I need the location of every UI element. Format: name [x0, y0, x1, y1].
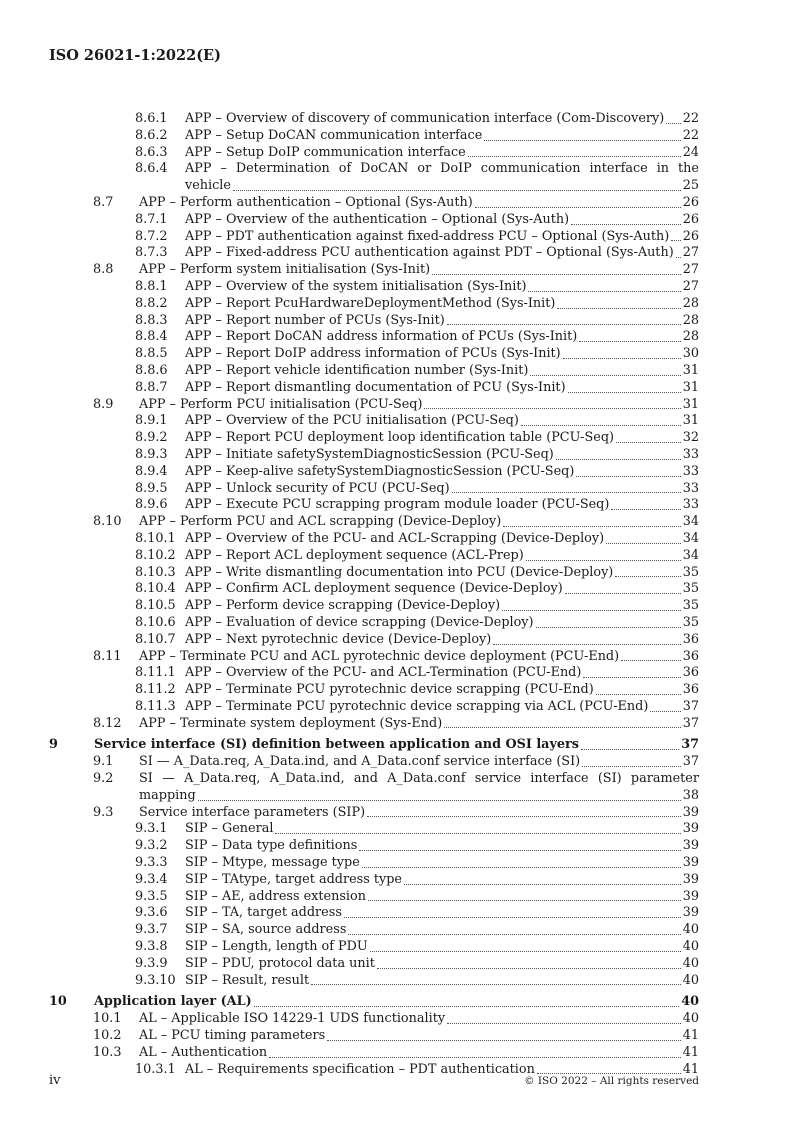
toc-leader-dots — [615, 565, 680, 578]
toc-leader-dots — [565, 581, 681, 594]
toc-leader-dots — [606, 531, 681, 544]
toc-entry-title: APP – Fixed-address PCU authentication against PDT – Optional (Sys-Auth) — [185, 245, 674, 261]
toc-entry[interactable] — [49, 397, 699, 414]
toc-entry-number: 8.9 — [93, 396, 114, 412]
toc-entry-title: APP – Report vehicle identification number (Sys-Init) — [185, 362, 529, 378]
toc-leader-dots — [537, 1062, 681, 1075]
toc-entry-number: 8.9.1 — [135, 413, 168, 429]
toc-entry[interactable] — [49, 279, 699, 296]
toc-entry-title: APP – Setup DoIP communication interface — [185, 144, 466, 160]
toc-entry[interactable] — [49, 161, 699, 195]
toc-entry-number: 8.8 — [93, 262, 114, 278]
toc-leader-dots — [596, 682, 681, 695]
toc-entry-page: 35 — [682, 598, 699, 614]
toc-entry-number: 8.10.2 — [135, 547, 176, 563]
toc-entry[interactable] — [49, 1011, 699, 1028]
toc-entry-page: 40 — [682, 1011, 699, 1027]
toc-entry-page: 35 — [682, 581, 699, 597]
toc-entry-title: APP – Report number of PCUs (Sys-Init) — [185, 312, 445, 328]
toc-entry[interactable] — [49, 313, 699, 330]
toc-entry-page: 39 — [682, 838, 699, 854]
toc-entry-title: AL – PCU timing parameters — [139, 1028, 326, 1044]
toc-entry-number: 8.7.1 — [135, 211, 168, 227]
toc-entry-title: APP – Terminate PCU pyrotechnic device scrapping via ACL (PCU-End) — [185, 698, 649, 714]
toc-entry-title: APP – Terminate PCU pyrotechnic device scrapping (PCU-End) — [185, 682, 594, 698]
toc-entry[interactable] — [49, 413, 699, 430]
toc-entry-title: SI — A_Data.req, A_Data.ind, and A_Data.conf service interface (SI) parameter — [139, 771, 699, 787]
toc-entry[interactable] — [49, 128, 699, 145]
toc-entry-page: 39 — [682, 871, 699, 887]
toc-entry-number: 8.8.7 — [135, 379, 168, 395]
toc-entry-page: 32 — [682, 430, 699, 446]
toc-entry[interactable] — [49, 821, 699, 838]
toc-entry-number: 8.8.2 — [135, 295, 168, 311]
toc-entry-page: 33 — [682, 463, 699, 479]
toc-entry-page: 34 — [682, 514, 699, 530]
toc-leader-dots — [611, 497, 680, 510]
toc-entry-title: APP – Initiate safetySystemDiagnosticSession (PCU-Seq) — [185, 446, 554, 462]
toc-entry[interactable] — [49, 598, 699, 615]
toc-leader-dots — [404, 872, 681, 885]
toc-entry-title: APP – Next pyrotechnic device (Device-Deploy) — [185, 631, 492, 647]
toc-entry-number: 9.3.5 — [135, 888, 168, 904]
toc-entry-title: SIP – TAtype, target address type — [185, 871, 402, 887]
toc-entry-page: 26 — [682, 211, 699, 227]
toc-leader-dots — [269, 1045, 681, 1058]
toc-entry-page: 40 — [682, 955, 699, 971]
toc-entry-title: APP – Report DoCAN address information of PCUs (Sys-Init) — [185, 329, 578, 345]
toc-entry[interactable] — [49, 682, 699, 699]
toc-leader-dots — [468, 145, 681, 158]
toc-entry-title: SIP – General — [185, 821, 274, 837]
toc-entry-title: APP – Execute PCU scrapping program module loader (PCU-Seq) — [185, 497, 610, 513]
toc-entry-number: 8.11.3 — [135, 698, 176, 714]
toc-entry-number: 9.3.3 — [135, 855, 168, 871]
toc-entry-number: 9.3.2 — [135, 838, 168, 854]
toc-entry-page: 31 — [682, 396, 699, 412]
toc-entry-number: 9.3.6 — [135, 905, 168, 921]
toc-entry-page: 35 — [682, 564, 699, 580]
toc-entry-page: 24 — [682, 144, 699, 160]
toc-entry-title: SIP – AE, address extension — [185, 888, 366, 904]
toc-leader-dots — [616, 430, 681, 443]
toc-leader-dots — [254, 994, 680, 1007]
toc-entry[interactable] — [49, 754, 699, 771]
toc-leader-dots — [579, 329, 680, 342]
toc-entry[interactable] — [49, 262, 699, 279]
toc-entry-title: APP – Overview of the authentication – Optional (Sys-Auth) — [185, 211, 570, 227]
toc-leader-dots — [493, 632, 680, 645]
toc-entry-page: 33 — [682, 446, 699, 462]
toc-entry-title: SIP – Length, length of PDU — [185, 939, 368, 955]
toc-entry[interactable] — [49, 514, 699, 531]
toc-leader-dots — [444, 716, 681, 729]
toc-entry-page: 34 — [682, 530, 699, 546]
toc-leader-dots — [370, 939, 681, 952]
toc-entry[interactable] — [49, 855, 699, 872]
toc-entry-title: APP – Report ACL deployment sequence (ACL-Prep) — [185, 547, 524, 563]
toc-leader-dots — [671, 229, 680, 242]
toc-entry[interactable] — [49, 1045, 699, 1062]
toc-entry[interactable] — [49, 296, 699, 313]
toc-leader-dots — [348, 922, 680, 935]
toc-entry-title: APP – Overview of discovery of communication interface (Com-Discovery) — [185, 111, 665, 126]
toc-entry-number: 10 — [49, 994, 67, 1010]
toc-entry-title: SIP – SA, source address — [185, 922, 347, 938]
toc-entry-number: 8.6.2 — [135, 127, 168, 143]
toc-entry-title: AL – Requirements specification – PDT authentication — [185, 1061, 535, 1077]
toc-entry-title: SI — A_Data.req, A_Data.ind, and A_Data.conf service interface (SI) — [139, 754, 581, 770]
toc-entry-number: 8.12 — [93, 715, 122, 731]
toc-entry-page: 27 — [682, 278, 699, 294]
toc-entry-number: 9.3.8 — [135, 939, 168, 955]
toc-entry-number: 8.8.1 — [135, 278, 168, 294]
toc-entry[interactable] — [49, 973, 699, 990]
toc-entry-title: APP – Keep-alive safetySystemDiagnosticSession (PCU-Seq) — [185, 463, 575, 479]
toc-entry-page: 33 — [682, 497, 699, 513]
toc-entry-number: 8.9.4 — [135, 463, 168, 479]
toc-leader-dots — [311, 973, 681, 986]
toc-entry[interactable] — [49, 994, 699, 1011]
toc-entry[interactable] — [49, 229, 699, 246]
toc-entry[interactable] — [49, 922, 699, 939]
toc-entry-page: 26 — [682, 228, 699, 244]
toc-entry-title: APP – Perform PCU and ACL scrapping (Device-Deploy) — [139, 514, 502, 530]
toc-entry[interactable] — [49, 956, 699, 973]
document-id-header: ISO 26021-1:2022(E) — [49, 47, 221, 64]
toc-entry[interactable] — [49, 548, 699, 565]
toc-leader-dots — [484, 128, 680, 141]
toc-entry-title: APP – Perform authentication – Optional (Sys-Auth) — [139, 194, 473, 210]
toc-entry-number: 9 — [49, 737, 58, 753]
toc-entry-title: APP – Report dismantling documentation of PCU (Sys-Init) — [185, 379, 566, 395]
table-of-contents — [49, 111, 699, 1078]
toc-leader-dots — [233, 178, 681, 191]
toc-leader-dots — [536, 615, 681, 628]
toc-entry-number: 10.2 — [93, 1028, 122, 1044]
toc-entry-title: APP – Report DoIP address information of PCUs (Sys-Init) — [185, 346, 561, 362]
toc-entry[interactable] — [49, 699, 699, 716]
toc-entry-number: 8.8.6 — [135, 362, 168, 378]
toc-entry-page: 33 — [682, 480, 699, 496]
toc-entry[interactable] — [49, 649, 699, 666]
toc-leader-dots — [563, 346, 681, 359]
toc-entry[interactable] — [49, 737, 699, 754]
toc-entry-title: APP – Write dismantling documentation into PCU (Device-Deploy) — [185, 564, 614, 580]
toc-entry[interactable] — [49, 481, 699, 498]
toc-entry[interactable] — [49, 581, 699, 598]
toc-entry-page: 41 — [682, 1044, 699, 1060]
toc-entry[interactable] — [49, 565, 699, 582]
toc-entry-title: Service interface (SI) definition between application and OSI layers — [94, 737, 580, 753]
toc-entry-page: 34 — [682, 547, 699, 563]
toc-leader-dots — [676, 245, 681, 258]
toc-entry-page: 37 — [682, 698, 699, 714]
toc-entry-page: 26 — [682, 194, 699, 210]
toc-entry-title: SIP – PDU, protocol data unit — [185, 955, 375, 971]
toc-entry[interactable] — [49, 632, 699, 649]
toc-entry-title: SIP – Result, result — [185, 972, 310, 988]
toc-entry-number: 8.10.5 — [135, 598, 176, 614]
toc-entry-number: 8.10.6 — [135, 614, 176, 630]
toc-entry[interactable] — [49, 838, 699, 855]
toc-entry-page: 31 — [682, 413, 699, 429]
toc-leader-dots — [432, 262, 681, 275]
toc-entry-title-continued: mapping — [139, 787, 196, 803]
toc-entry-title: AL – Authentication — [139, 1044, 268, 1060]
toc-entry-page: 31 — [682, 379, 699, 395]
toc-entry-page: 27 — [682, 262, 699, 278]
toc-entry[interactable] — [49, 363, 699, 380]
toc-entry[interactable] — [49, 665, 699, 682]
page-number: iv — [49, 1073, 61, 1088]
toc-entry-number: 8.8.5 — [135, 346, 168, 362]
toc-entry-title: APP – Confirm ACL deployment sequence (Device-Deploy) — [185, 581, 563, 597]
toc-entry-page: 36 — [682, 648, 699, 664]
toc-leader-dots — [362, 855, 681, 868]
toc-entry-title: APP – Terminate system deployment (Sys-End) — [139, 715, 443, 731]
toc-entry[interactable] — [49, 145, 699, 162]
toc-entry-number: 8.8.3 — [135, 312, 168, 328]
toc-leader-dots — [582, 754, 681, 767]
toc-entry[interactable] — [49, 889, 699, 906]
toc-entry-number: 9.2 — [93, 771, 114, 787]
toc-leader-dots — [368, 889, 681, 902]
toc-entry[interactable] — [49, 380, 699, 397]
toc-leader-dots — [581, 737, 679, 750]
toc-leader-dots — [556, 447, 681, 460]
toc-entry-number: 9.3.10 — [135, 972, 176, 988]
toc-entry-page: 36 — [682, 682, 699, 698]
toc-entry-number: 8.11.2 — [135, 682, 176, 698]
toc-leader-dots — [447, 313, 681, 326]
toc-entry-title: APP – Report PcuHardwareDeploymentMethod (Sys-Init) — [185, 295, 556, 311]
toc-entry-number: 9.3.7 — [135, 922, 168, 938]
toc-leader-dots — [359, 838, 680, 851]
toc-entry-title: APP – Overview of the PCU initialisation (PCU-Seq) — [185, 413, 519, 429]
toc-leader-dots — [666, 111, 680, 124]
toc-entry-number: 8.6.4 — [135, 161, 168, 177]
toc-entry[interactable] — [49, 447, 699, 464]
toc-leader-dots — [621, 649, 681, 662]
toc-entry-number: 8.10.1 — [135, 530, 176, 546]
toc-entry-page: 40 — [682, 939, 699, 955]
toc-entry-title: Service interface parameters (SIP) — [139, 804, 366, 820]
toc-entry-page: 39 — [682, 804, 699, 820]
toc-entry-title: APP – Perform device scrapping (Device-Deploy) — [185, 598, 501, 614]
toc-entry-title: APP – Perform system initialisation (Sys-Init) — [139, 262, 431, 278]
toc-entry-number: 8.10 — [93, 514, 122, 530]
toc-leader-dots — [447, 1011, 681, 1024]
toc-entry-number: 9.3.4 — [135, 871, 168, 887]
toc-entry[interactable] — [49, 771, 699, 805]
toc-entry-page: 38 — [682, 787, 699, 803]
toc-entry-page: 28 — [682, 312, 699, 328]
toc-entry[interactable] — [49, 905, 699, 922]
toc-entry-page: 40 — [682, 972, 699, 988]
toc-leader-dots — [327, 1028, 681, 1041]
toc-leader-dots — [452, 481, 681, 494]
toc-entry[interactable] — [49, 531, 699, 548]
toc-entry[interactable] — [49, 805, 699, 822]
toc-entry[interactable] — [49, 464, 699, 481]
toc-entry-title: APP – Report PCU deployment loop identification table (PCU-Seq) — [185, 430, 615, 446]
toc-entry-page: 27 — [682, 245, 699, 261]
toc-entry-page: 31 — [682, 362, 699, 378]
toc-entry-page: 40 — [681, 994, 699, 1010]
toc-entry-title: APP – Perform PCU initialisation (PCU-Seq) — [139, 396, 423, 412]
toc-entry-page: 36 — [682, 665, 699, 681]
toc-entry-number: 8.11.1 — [135, 665, 176, 681]
toc-entry-number: 8.11 — [93, 648, 122, 664]
toc-leader-dots — [557, 296, 680, 309]
toc-entry[interactable] — [49, 212, 699, 229]
toc-entry-page: 22 — [682, 111, 699, 126]
toc-entry-number: 10.1 — [93, 1011, 122, 1027]
toc-entry-title: APP – Overview of the PCU- and ACL-Scrapping (Device-Deploy) — [185, 530, 605, 546]
toc-entry-number: 9.3.9 — [135, 955, 168, 971]
toc-entry-title-continued: vehicle — [185, 178, 231, 194]
toc-leader-dots — [198, 788, 681, 801]
toc-entry-page: 22 — [682, 127, 699, 143]
toc-entry-title: SIP – Mtype, message type — [185, 855, 360, 871]
toc-entry-title: APP – Evaluation of device scrapping (Device-Deploy) — [185, 614, 534, 630]
toc-entry[interactable] — [49, 1028, 699, 1045]
toc-leader-dots — [377, 956, 681, 969]
toc-leader-dots — [528, 279, 680, 292]
toc-entry-title: SIP – TA, target address — [185, 905, 342, 921]
toc-entry[interactable] — [49, 111, 699, 128]
toc-entry-number: 8.6.1 — [135, 111, 168, 126]
toc-entry-number: 8.7.3 — [135, 245, 168, 261]
toc-entry-page: 41 — [682, 1061, 699, 1077]
toc-leader-dots — [530, 363, 680, 376]
toc-entry-number: 8.10.7 — [135, 631, 176, 647]
toc-leader-dots — [275, 821, 680, 834]
toc-entry-title: APP – PDT authentication against fixed-address PCU – Optional (Sys-Auth) — [185, 228, 670, 244]
toc-entry-page: 39 — [682, 821, 699, 837]
toc-entry-page: 39 — [682, 905, 699, 921]
toc-entry-title: Application layer (AL) — [94, 994, 252, 1010]
toc-entry-page: 35 — [682, 614, 699, 630]
toc-leader-dots — [571, 212, 681, 225]
toc-entry-title: APP – Overview of the system initialisation (Sys-Init) — [185, 278, 527, 294]
toc-entry-number: 8.9.6 — [135, 497, 168, 513]
toc-entry-number: 9.3 — [93, 804, 114, 820]
toc-entry[interactable] — [49, 872, 699, 889]
toc-entry-number: 8.8.4 — [135, 329, 168, 345]
toc-entry-title: APP – Setup DoCAN communication interface — [185, 127, 483, 143]
toc-entry-page: 28 — [682, 295, 699, 311]
toc-entry-number: 9.3.1 — [135, 821, 168, 837]
toc-leader-dots — [502, 598, 681, 611]
toc-entry-title: APP – Unlock security of PCU (PCU-Seq) — [185, 480, 450, 496]
toc-entry-page: 37 — [681, 737, 699, 753]
toc-entry-number: 8.10.4 — [135, 581, 176, 597]
toc-entry-number: 10.3.1 — [135, 1061, 176, 1077]
toc-entry[interactable] — [49, 329, 699, 346]
toc-entry-page: 28 — [682, 329, 699, 345]
toc-entry-title: APP – Determination of DoCAN or DoIP communication interface in the — [185, 161, 699, 177]
toc-entry-title: SIP – Data type definitions — [185, 838, 358, 854]
toc-entry[interactable] — [49, 195, 699, 212]
toc-leader-dots — [568, 380, 681, 393]
toc-entry-title: APP – Overview of the PCU- and ACL-Termination (PCU-End) — [185, 665, 582, 681]
toc-leader-dots — [367, 805, 681, 818]
toc-leader-dots — [526, 548, 681, 561]
toc-leader-dots — [576, 464, 680, 477]
toc-entry-number: 10.3 — [93, 1044, 122, 1060]
toc-entry-title: AL – Applicable ISO 14229-1 UDS functionality — [139, 1011, 446, 1027]
toc-entry-number: 8.10.3 — [135, 564, 176, 580]
toc-leader-dots — [650, 699, 680, 712]
toc-entry[interactable] — [49, 615, 699, 632]
toc-leader-dots — [583, 665, 680, 678]
toc-entry[interactable] — [49, 346, 699, 363]
toc-entry[interactable] — [49, 939, 699, 956]
toc-entry-number: 8.9.3 — [135, 446, 168, 462]
toc-leader-dots — [475, 195, 681, 208]
toc-entry-title: APP – Terminate PCU and ACL pyrotechnic device deployment (PCU-End) — [139, 648, 620, 664]
toc-leader-dots — [521, 413, 681, 426]
toc-entry[interactable] — [49, 245, 699, 262]
toc-entry-number: 9.1 — [93, 754, 114, 770]
toc-entry-number: 8.7 — [93, 194, 114, 210]
toc-entry-page: 39 — [682, 888, 699, 904]
toc-entry-page: 30 — [682, 346, 699, 362]
toc-leader-dots — [424, 397, 680, 410]
toc-entry-page: 37 — [682, 754, 699, 770]
toc-entry[interactable] — [49, 430, 699, 447]
toc-entry-number: 8.6.3 — [135, 144, 168, 160]
copyright-notice: © ISO 2022 – All rights reserved — [524, 1075, 699, 1087]
toc-entry[interactable] — [49, 497, 699, 514]
toc-entry-page: 36 — [682, 631, 699, 647]
toc-entry-page: 37 — [682, 715, 699, 731]
toc-entry[interactable] — [49, 716, 699, 733]
toc-leader-dots — [503, 514, 681, 527]
toc-entry-page: 41 — [682, 1028, 699, 1044]
toc-entry-page: 39 — [682, 855, 699, 871]
toc-leader-dots — [344, 905, 681, 918]
toc-entry-number: 8.9.5 — [135, 480, 168, 496]
toc-entry-page: 40 — [682, 922, 699, 938]
toc-entry-number: 8.7.2 — [135, 228, 168, 244]
toc-entry-number: 8.9.2 — [135, 430, 168, 446]
toc-entry-page: 25 — [682, 178, 699, 194]
